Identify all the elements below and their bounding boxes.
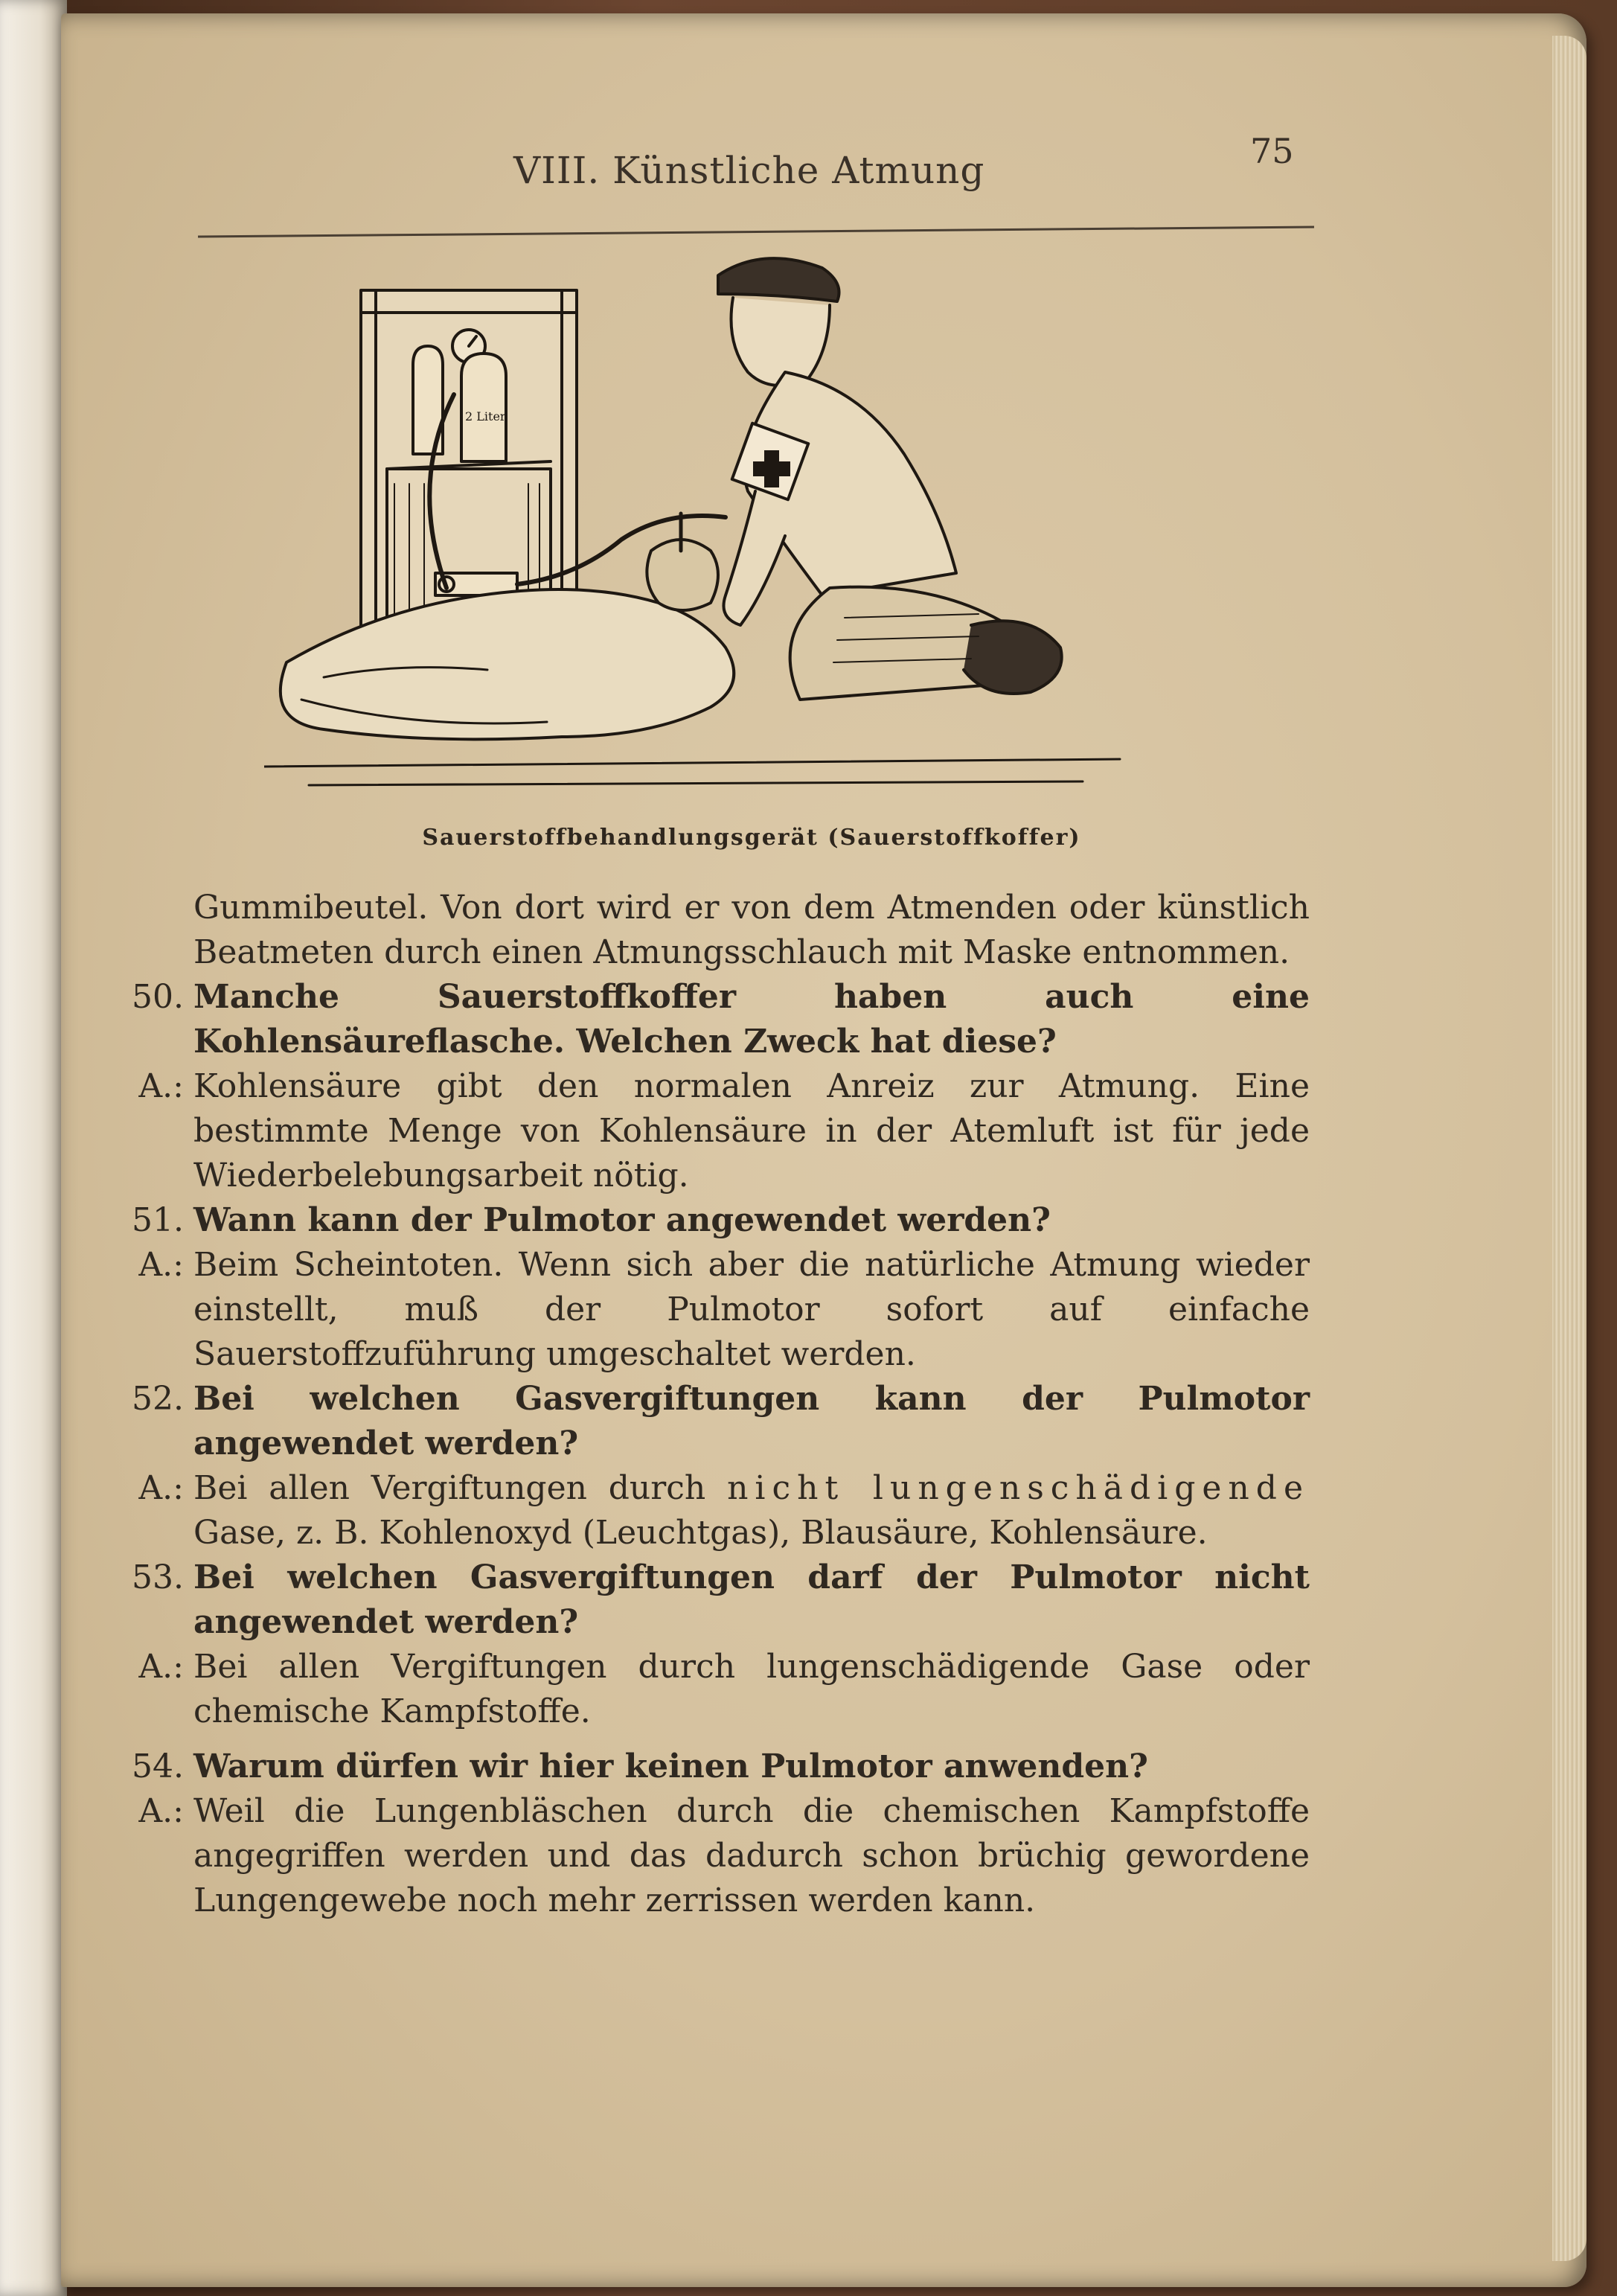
question-number: 53.: [132, 1558, 184, 1596]
answer-item-50: [138, 1064, 1310, 1198]
qa-item-51: [132, 1198, 1310, 1243]
answer-text: Weil die Lungenbläschen durch die chemischen Kampfstoffe angegriffen werden und das dadurch schon brüchig gewordene Lungengewebe noch mehr zerrissen werden kann.: [193, 1792, 1310, 1919]
question-text: Bei welchen Gasvergiftungen kann der Pulmotor angewendet werden?: [193, 1380, 1310, 1462]
answer-text: Bei allen Vergiftungen durch lungenschädigende Gase oder chemische Kampfstoffe.: [193, 1648, 1310, 1730]
answer-marker: A.:: [138, 1648, 184, 1686]
answer-marker: A.:: [138, 1246, 184, 1284]
answer-text: Beim Scheintoten. Wenn sich aber die natürliche Atmung wieder einstellt, muß der Pulmotor sofort auf einfache Sauerstoffzuführung umgeschaltet werden.: [193, 1246, 1310, 1373]
first-aider-drawing: [718, 258, 1062, 700]
answer-item-53: [138, 1645, 1310, 1734]
qa-item-54: [132, 1745, 1310, 1789]
figure-caption: Sauerstoffbehandlungsgerät (Sauerstoffkoffer): [422, 825, 1081, 851]
question-text: Bei welchen Gasvergiftungen darf der Pulmotor nicht angewendet werden?: [193, 1558, 1310, 1641]
answer-marker: A.:: [138, 1067, 184, 1105]
answer-marker: A.:: [138, 1469, 184, 1507]
question-text: Manche Sauerstoffkoffer haben auch eine Kohlensäureflasche. Welchen Zweck hat diese?: [193, 978, 1310, 1061]
answer-text-emphasis: nicht lungenschädigende: [727, 1469, 1310, 1507]
left-page-edge: [0, 0, 67, 2296]
question-text: Warum dürfen wir hier keinen Pulmotor anwenden?: [193, 1747, 1148, 1785]
answer-item-51: [138, 1243, 1310, 1377]
page-stack-edge: [1552, 36, 1586, 2261]
question-number: 51.: [132, 1201, 184, 1239]
answer-marker: A.:: [138, 1792, 184, 1830]
qa-item-50: [132, 975, 1310, 1064]
qa-item-53: [132, 1555, 1310, 1645]
answer-item-54: [138, 1789, 1310, 1923]
answer-text-pre: Bei allen Vergiftungen durch: [193, 1469, 706, 1507]
answer-text: [193, 1466, 1310, 1555]
question-text: Wann kann der Pulmotor angewendet werden?: [193, 1201, 1051, 1239]
ground-lines: [264, 759, 1120, 785]
question-number: 52.: [132, 1380, 184, 1418]
running-head: [134, 112, 1317, 223]
body-text: [132, 886, 1310, 1923]
question-number: 54.: [132, 1747, 184, 1785]
oxygen-treatment-illustration: [264, 246, 1232, 811]
page-number: 75: [1250, 131, 1294, 171]
continuation-paragraph: Gummibeutel. Von dort wird er von dem Atmenden oder künstlich Beatmeten durch einen Atmungsschlauch mit Maske entnommen.: [193, 889, 1310, 971]
question-number: 50.: [132, 978, 184, 1016]
qa-item-52: [132, 1377, 1310, 1466]
answer-item-52: [138, 1466, 1310, 1555]
chapter-title: VIII. Künstliche Atmung: [513, 149, 985, 192]
answer-text-post: Gase, z. B. Kohlenoxyd (Leuchtgas), Blausäure, Kohlensäure.: [193, 1514, 1208, 1552]
answer-text: Kohlensäure gibt den normalen Anreiz zur Atmung. Eine bestimmte Menge von Kohlensäure in der Atemluft ist für jede Wiederbelebungsarbeit nötig.: [193, 1067, 1310, 1195]
bottle-label: 2 Liter: [465, 409, 506, 423]
